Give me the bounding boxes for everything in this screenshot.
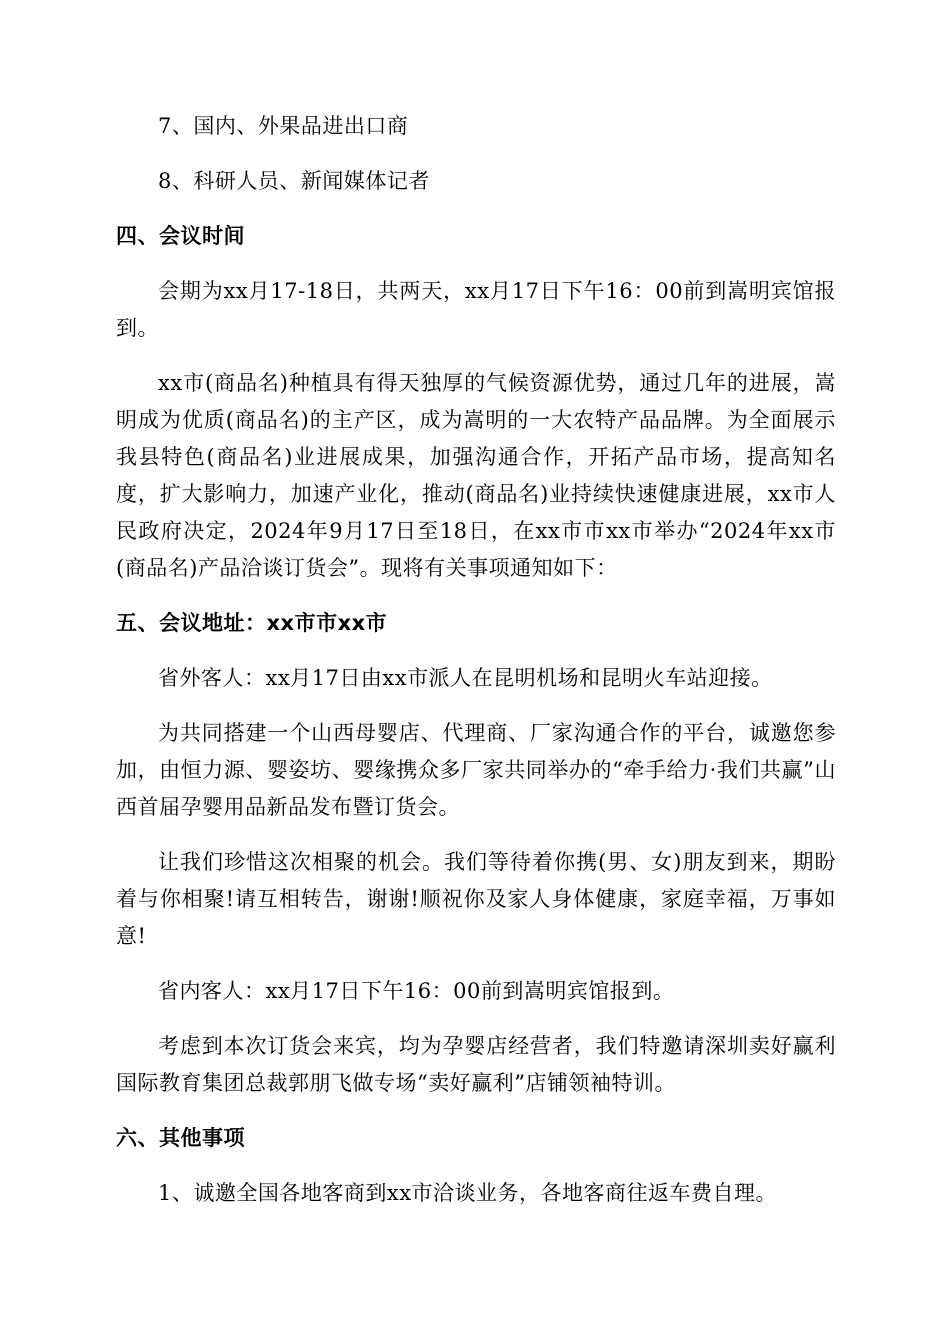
section-heading-meeting-address: 五、会议地址：xx市市xx市 <box>116 611 388 635</box>
section-heading-meeting-time: 四、会议时间 <box>116 224 245 248</box>
paragraph-meeting-period: 会期为xx月17-18日，共两天，xx月17日下午16：00前到嵩明宾馆报到。 <box>116 279 836 340</box>
list-item-7: 7、国内、外果品进出口商 <box>158 114 409 138</box>
paragraph-invitation: 为共同搭建一个山西母婴店、代理商、厂家沟通合作的平台，诚邀您参加，由恒力源、婴姿坊、婴缘携众多厂家共同举办的“牵手给力·我们共赢”山西首届孕婴用品新品发布暨订货会。 <box>116 721 836 819</box>
paragraph-out-of-province-guests: 省外客人：xx月17日由xx市派人在昆明机场和昆明火车站迎接。 <box>158 666 773 690</box>
paragraph-special-training: 考虑到本次订货会来宾，均为孕婴店经营者，我们特邀请深圳卖好赢利国际教育集团总裁郭朋飞做专场“卖好赢利”店铺领袖特训。 <box>116 1034 836 1095</box>
paragraph-in-province-guests: 省内客人：xx月17日下午16：00前到嵩明宾馆报到。 <box>158 979 675 1003</box>
paragraph-cherish-opportunity: 让我们珍惜这次相聚的机会。我们等待着你携(男、女)朋友到来，期盼着与你相聚!请互相转告，谢谢!顺祝你及家人身体健康，家庭幸福，万事如意! <box>116 850 836 948</box>
document-body <box>116 108 836 1230</box>
list-item-other-1: 1、诚邀全国各地客商到xx市洽谈业务，各地客商往返车费自理。 <box>158 1181 778 1205</box>
list-item-8: 8、科研人员、新闻媒体记者 <box>158 169 430 193</box>
section-heading-other-matters: 六、其他事项 <box>116 1126 245 1150</box>
paragraph-event-intro: xx市(商品名)种植具有得天独厚的气候资源优势，通过几年的进展，嵩明成为优质(商品名)的主产区，成为嵩明的一大农特产品品牌。为全面展示我县特色(商品名)业进展成果，加强沟通合作，开拓产品市场，提高知名度，扩大影响力，加速产业化，推动(商品名)业持续快速健康进展，xx市人民政府决定，2024年9月17日至18日，在xx市市xx市举办“2024年xx市(商品名)产品洽谈订货会”。现将有关事项通知如下： <box>116 371 836 580</box>
